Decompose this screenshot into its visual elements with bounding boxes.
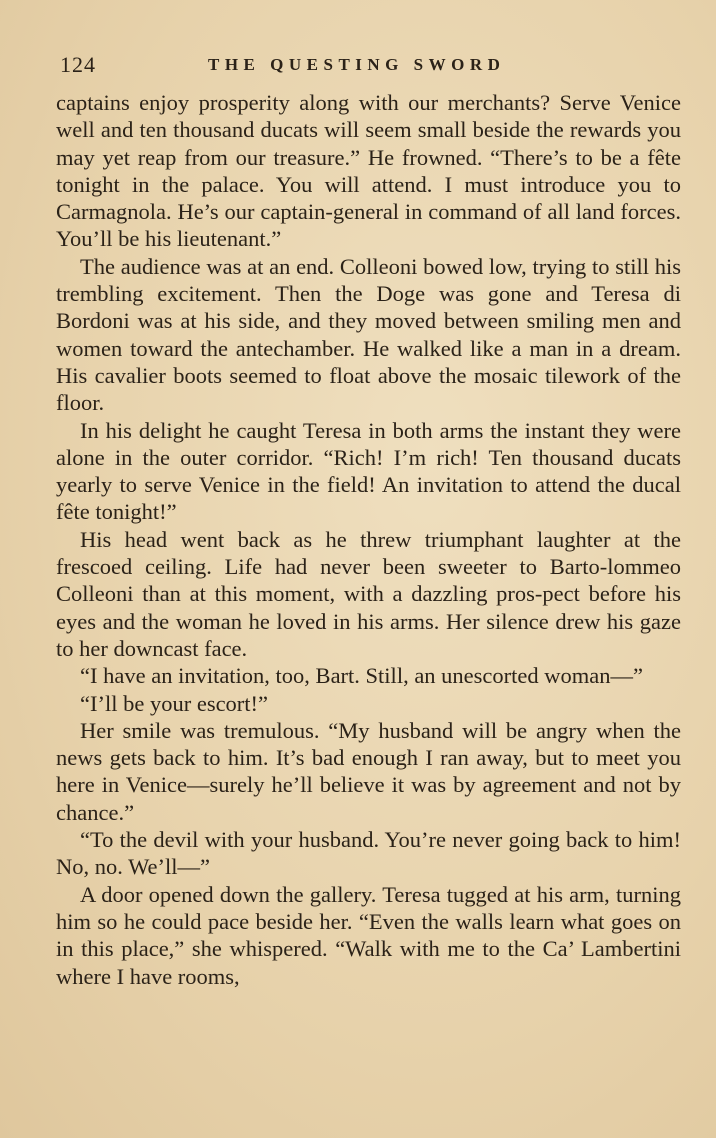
paragraph-1: captains enjoy prosperity along with our merchants? Serve Venice well and ten thousand ducats will seem small beside the rewards you may yet reap from our treasure.” He frowned. “There’s to be a fête tonight in the palace. You will attend. I must introduce you to Carmagnola. He’s our captain-general in command of all land forces. You’ll be his lieutenant.” bbox=[56, 90, 681, 252]
body-text bbox=[56, 89, 681, 990]
paragraph-8: “To the devil with your husband. You’re never going back to him! No, no. We’ll—” bbox=[56, 827, 681, 880]
paragraph-3: In his delight he caught Teresa in both arms the instant they were alone in the outer corridor. “Rich! I’m rich! Ten thousand ducats yearly to serve Venice in the field! An invitation to attend the ducal fête tonight!” bbox=[56, 417, 681, 525]
running-title: THE QUESTING SWORD bbox=[208, 55, 506, 74]
page-header bbox=[60, 52, 676, 84]
page-number: 124 bbox=[60, 52, 96, 77]
paragraph-6: “I’ll be your escort!” bbox=[80, 690, 269, 716]
paragraph-4: His head went back as he threw triumphant laughter at the frescoed ceiling. Life had never been sweeter to Barto-lommeo Colleoni than at this moment, with a dazzling pros-pect before his eyes and the woman he loved in his arms. Her silence drew his gaze to her downcast face. bbox=[56, 526, 681, 661]
paragraph-9: A door opened down the gallery. Teresa tugged at his arm, turning him so he could pace beside her. “Even the walls learn what goes on in this place,” she whispered. “Walk with me to the Ca’ Lambertini where I have rooms, bbox=[56, 881, 681, 989]
paragraph-5: “I have an invitation, too, Bart. Still, an unescorted woman—” bbox=[80, 663, 643, 689]
paragraph-7: Her smile was tremulous. “My husband will be angry when the news gets back to him. It’s bad enough I ran away, but to meet you here in Venice—surely he’ll believe it was by agreement and not by chance.” bbox=[56, 717, 681, 825]
paragraph-2: The audience was at an end. Colleoni bowed low, trying to still his trembling excitement. Then the Doge was gone and Teresa di Bordoni was at his side, and they moved between smiling men and women toward the antechamber. He walked like a man in a dream. His cavalier boots seemed to float above the mosaic tilework of the floor. bbox=[56, 253, 681, 416]
